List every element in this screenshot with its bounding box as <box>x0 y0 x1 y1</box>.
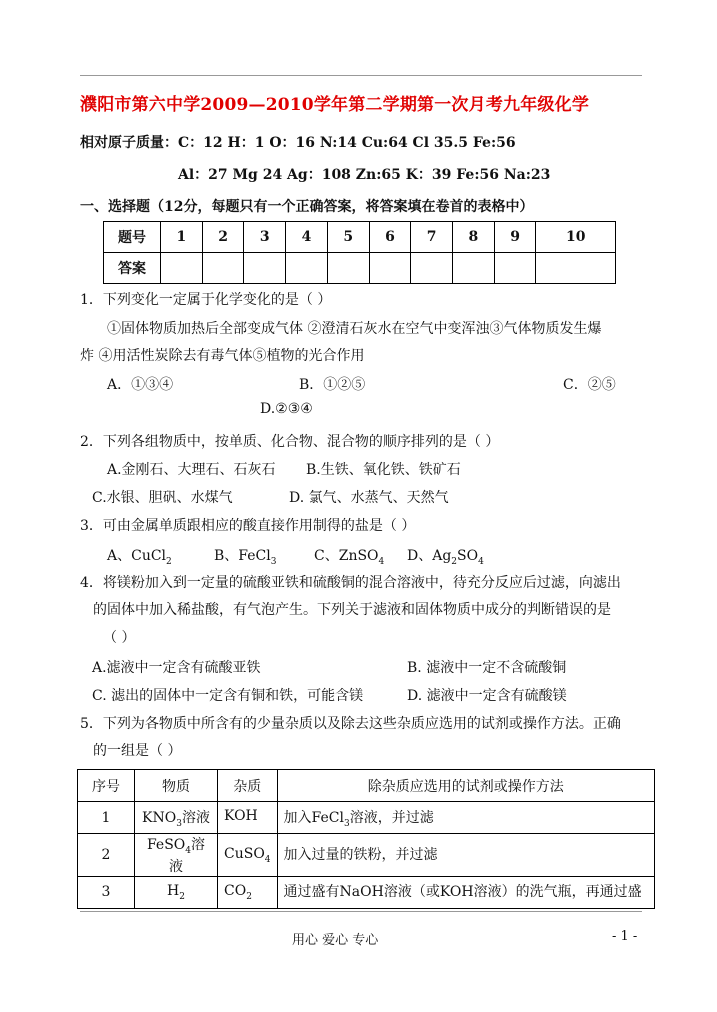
q1-stem: 1．下列变化一定属于化学变化的是（ ） <box>80 292 332 308</box>
q4-stem-line1: 4．将镁粉加入到一定量的硫酸亚铁和硫酸铜的混合溶液中，待充分反应后过滤，向滤出 <box>80 575 621 591</box>
table-cell: 通过盛有NaOH溶液（或KOH溶液）的洗气瓶，再通过盛 <box>277 876 654 908</box>
answer-cell[interactable] <box>161 253 203 284</box>
table-cell: 6 <box>369 222 411 253</box>
table-cell: 3 <box>78 876 135 908</box>
q4-option-b: B. 滤液中一定不含硫酸铜 <box>407 660 567 676</box>
answer-cell[interactable] <box>536 253 616 284</box>
q2-option-b: B.生铁、氧化铁、铁矿石 <box>306 462 461 478</box>
exam-title: 濮阳市第六中学2009—2010学年第二学期第一次月考九年级化学 <box>80 95 590 115</box>
q1-items-line2: 炸 ④用活性炭除去有毒气体⑤植物的光合作用 <box>80 348 365 364</box>
q5-impurity-table <box>77 769 655 909</box>
answer-cell[interactable] <box>369 253 411 284</box>
q3-stem: 3．可由金属单质跟相应的酸直接作用制得的盐是（ ） <box>80 518 416 534</box>
answer-table-row-numbers <box>104 222 616 253</box>
footer-rule <box>80 911 642 912</box>
table-cell: FeSO$_4$溶液 <box>135 834 218 877</box>
q1-option-a: A．①③④ <box>107 377 174 393</box>
table-cell: 10 <box>536 222 616 253</box>
table-header-row <box>78 770 655 802</box>
table-cell: 1 <box>78 802 135 834</box>
answer-cell[interactable] <box>244 253 286 284</box>
table-cell: 2 <box>78 834 135 877</box>
q1-items-line1: ①固体物质加热后全部变成气体 ②澄清石灰水在空气中变浑浊③气体物质发生爆 <box>107 321 602 337</box>
answer-cell[interactable] <box>453 253 495 284</box>
q2-option-d: D. 氯气、水蒸气、天然气 <box>289 490 449 506</box>
table-header-cell: 物质 <box>135 770 218 802</box>
table-cell: $H_2$ <box>135 876 218 908</box>
q3-option-d: D、$Ag_2SO_4$ <box>407 548 484 567</box>
q1-option-d: D.②③④ <box>260 401 313 417</box>
table-cell: 8 <box>453 222 495 253</box>
header-rule <box>80 75 642 76</box>
table-cell: CuSO$_4$ <box>218 834 278 877</box>
q5-stem-line1: 5．下列为各物质中所含有的少量杂质以及除去这些杂质应选用的试剂或操作方法。正确 <box>80 716 621 732</box>
q2-stem: 2．下列各组物质中，按单质、化合物、混合物的顺序排列的是（ ） <box>80 434 500 450</box>
table-cell: 2 <box>202 222 244 253</box>
table-cell: 7 <box>411 222 453 253</box>
table-header-cell: 除杂质应选用的试剂或操作方法 <box>277 770 654 802</box>
answer-cell[interactable] <box>411 253 453 284</box>
q4-option-d: D. 滤液中一定含有硫酸镁 <box>407 688 567 704</box>
table-cell: $CO_2$ <box>218 876 278 908</box>
table-cell: KOH <box>218 802 278 834</box>
table-cell: 4 <box>286 222 328 253</box>
q3-option-b: B、FeCl$_3$ <box>214 548 277 567</box>
q1-option-c: C．②⑤ <box>563 377 616 393</box>
table-cell: 题号 <box>104 222 161 253</box>
q4-stem-line2: 的固体中加入稀盐酸，有气泡产生。下列关于滤液和固体物质中成分的判断错误的是 <box>93 602 611 618</box>
table-cell: 1 <box>161 222 203 253</box>
table-cell: 加入过量的铁粉，并过滤 <box>277 834 654 877</box>
page-number: - 1 - <box>612 929 638 944</box>
answer-table-row-answers <box>104 253 616 284</box>
answer-cell[interactable] <box>327 253 369 284</box>
table-cell: 3 <box>244 222 286 253</box>
table-cell: 答案 <box>104 253 161 284</box>
q5-stem-line2: 的一组是（ ） <box>93 743 182 759</box>
section1-heading: 一、选择题（12分，每题只有一个正确答案，将答案填在卷首的表格中） <box>80 199 534 215</box>
q1-option-b: B．①②⑤ <box>299 377 366 393</box>
answer-table <box>103 221 616 284</box>
q3-option-c: C、ZnSO$_4$ <box>314 548 385 567</box>
q2-option-a: A.金刚石、大理石、石灰石 <box>107 462 276 478</box>
table-row <box>78 876 655 908</box>
q3-option-a: A、CuCl$_2$ <box>107 548 172 567</box>
footer-motto: 用心 爱心 专心 <box>292 933 379 948</box>
atomic-mass-line1: 相对原子质量：C：12 H：1 O：16 N:14 Cu:64 Cl 35.5 Fe:56 <box>80 135 516 151</box>
table-cell: $KNO_3$溶液 <box>135 802 218 834</box>
answer-cell[interactable] <box>494 253 536 284</box>
atomic-mass-line2: Al：27 Mg 24 Ag：108 Zn:65 K：39 Fe:56 Na:23 <box>178 167 551 183</box>
table-header-cell: 序号 <box>78 770 135 802</box>
q2-option-c: C.水银、胆矾、水煤气 <box>92 490 233 506</box>
table-cell: 加入FeCl$_3$溶液，并过滤 <box>277 802 654 834</box>
answer-cell[interactable] <box>286 253 328 284</box>
q4-option-a: A.滤液中一定含有硫酸亚铁 <box>92 660 261 676</box>
table-header-cell: 杂质 <box>218 770 278 802</box>
answer-cell[interactable] <box>202 253 244 284</box>
q4-stem-line3: （ ） <box>103 630 136 646</box>
table-cell: 5 <box>327 222 369 253</box>
table-row <box>78 834 655 877</box>
q4-option-c: C. 滤出的固体中一定含有铜和铁，可能含镁 <box>92 688 364 704</box>
table-row <box>78 802 655 834</box>
table-cell: 9 <box>494 222 536 253</box>
